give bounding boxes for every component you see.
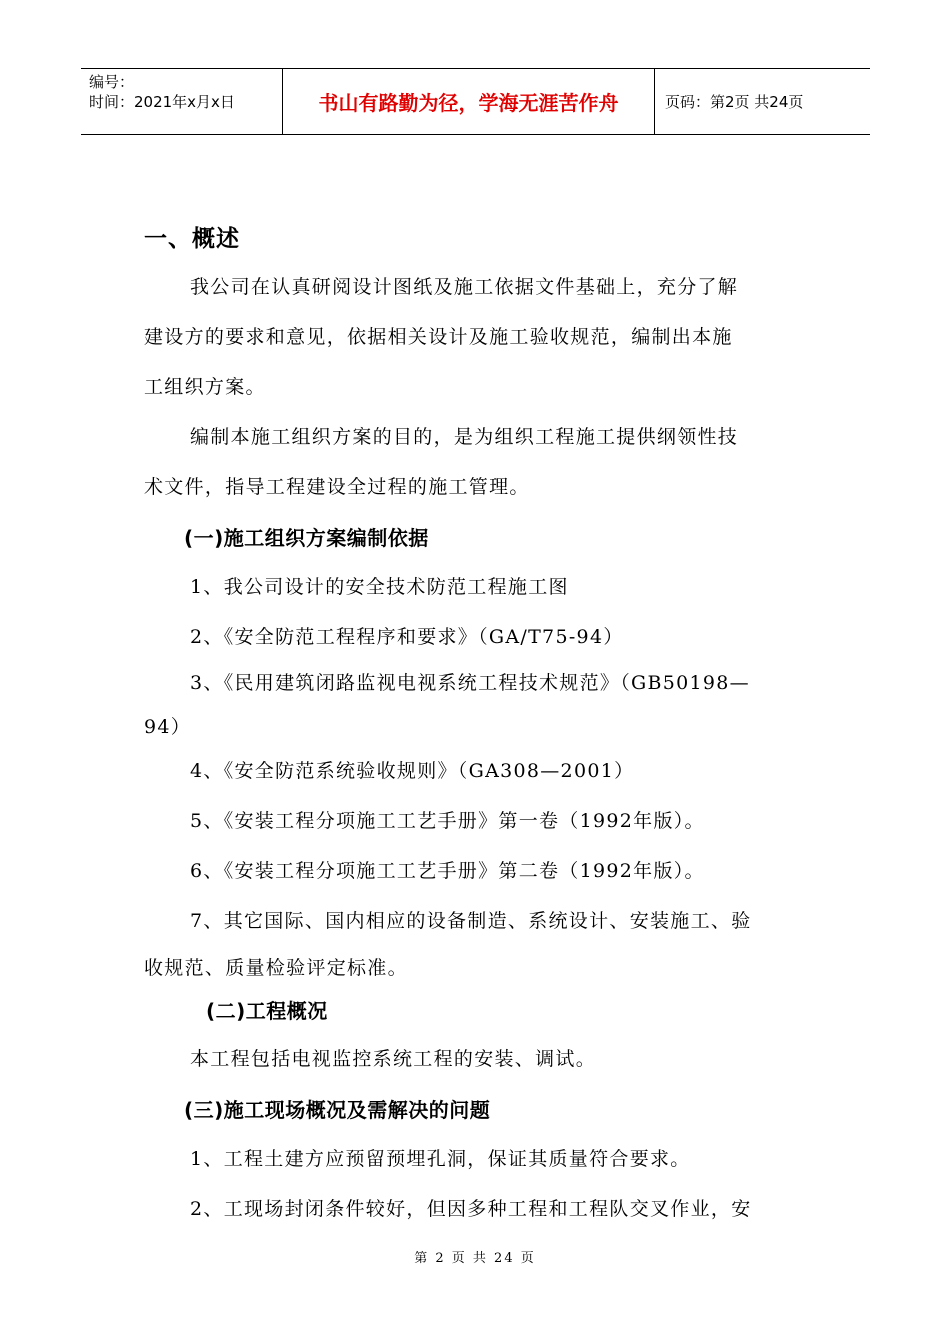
paragraph-line: 编制本施工组织方案的目的，是为组织工程施工提供纲领性技 — [190, 426, 739, 448]
subsection-heading: (一)施工组织方案编制依据 — [184, 526, 429, 550]
list-item: 6、《安装工程分项施工工艺手册》第二卷（1992年版）。 — [190, 860, 705, 882]
subsection-heading: (三)施工现场概况及需解决的问题 — [184, 1098, 491, 1122]
list-item: 5、《安装工程分项施工工艺手册》第一卷（1992年版）。 — [190, 810, 705, 832]
paragraph-line: 我公司在认真研阅设计图纸及施工依据文件基础上，充分了解 — [190, 276, 739, 298]
header-meta-cell — [81, 69, 283, 134]
list-item: 2、《安全防范工程程序和要求》（GA/T75-94） — [190, 626, 624, 648]
header-slogan: 书山有路勤为径，学海无涯苦作舟 — [283, 69, 655, 134]
list-item: 1、我公司设计的安全技术防范工程施工图 — [190, 576, 569, 598]
list-item: 4、《安全防范系统验收规则》（GA308—2001） — [190, 760, 635, 782]
paragraph-line: 本工程包括电视监控系统工程的安装、调试。 — [190, 1048, 597, 1070]
subsection-heading: (二)工程概况 — [206, 999, 328, 1023]
list-item: 3、《民用建筑闭路监视电视系统工程技术规范》（GB50198— — [190, 672, 750, 694]
header-table — [81, 68, 870, 135]
document-number-label: 编号： — [89, 73, 135, 91]
paragraph-line: 术文件，指导工程建设全过程的施工管理。 — [144, 476, 530, 498]
header-page-info: 页码：第2页 共24页 — [665, 93, 804, 111]
paragraph-line: 工组织方案。 — [144, 376, 266, 398]
list-item: 2、工现场封闭条件较好，但因多种工程和工程队交叉作业，安 — [190, 1198, 752, 1220]
document-time-label: 时间：2021年x月x日 — [89, 93, 235, 111]
paragraph-line: 建设方的要求和意见，依据相关设计及施工验收规范，编制出本施 — [144, 326, 733, 348]
page-footer: 第 2 页 共 24 页 — [414, 1251, 536, 1266]
list-item: 94） — [144, 716, 192, 738]
list-item: 收规范、质量检验评定标准。 — [144, 957, 408, 979]
section-heading: 一、概述 — [144, 226, 240, 252]
list-item: 1、工程土建方应预留预埋孔洞，保证其质量符合要求。 — [190, 1148, 691, 1170]
list-item: 7、其它国际、国内相应的设备制造、系统设计、安装施工、验 — [190, 910, 752, 932]
